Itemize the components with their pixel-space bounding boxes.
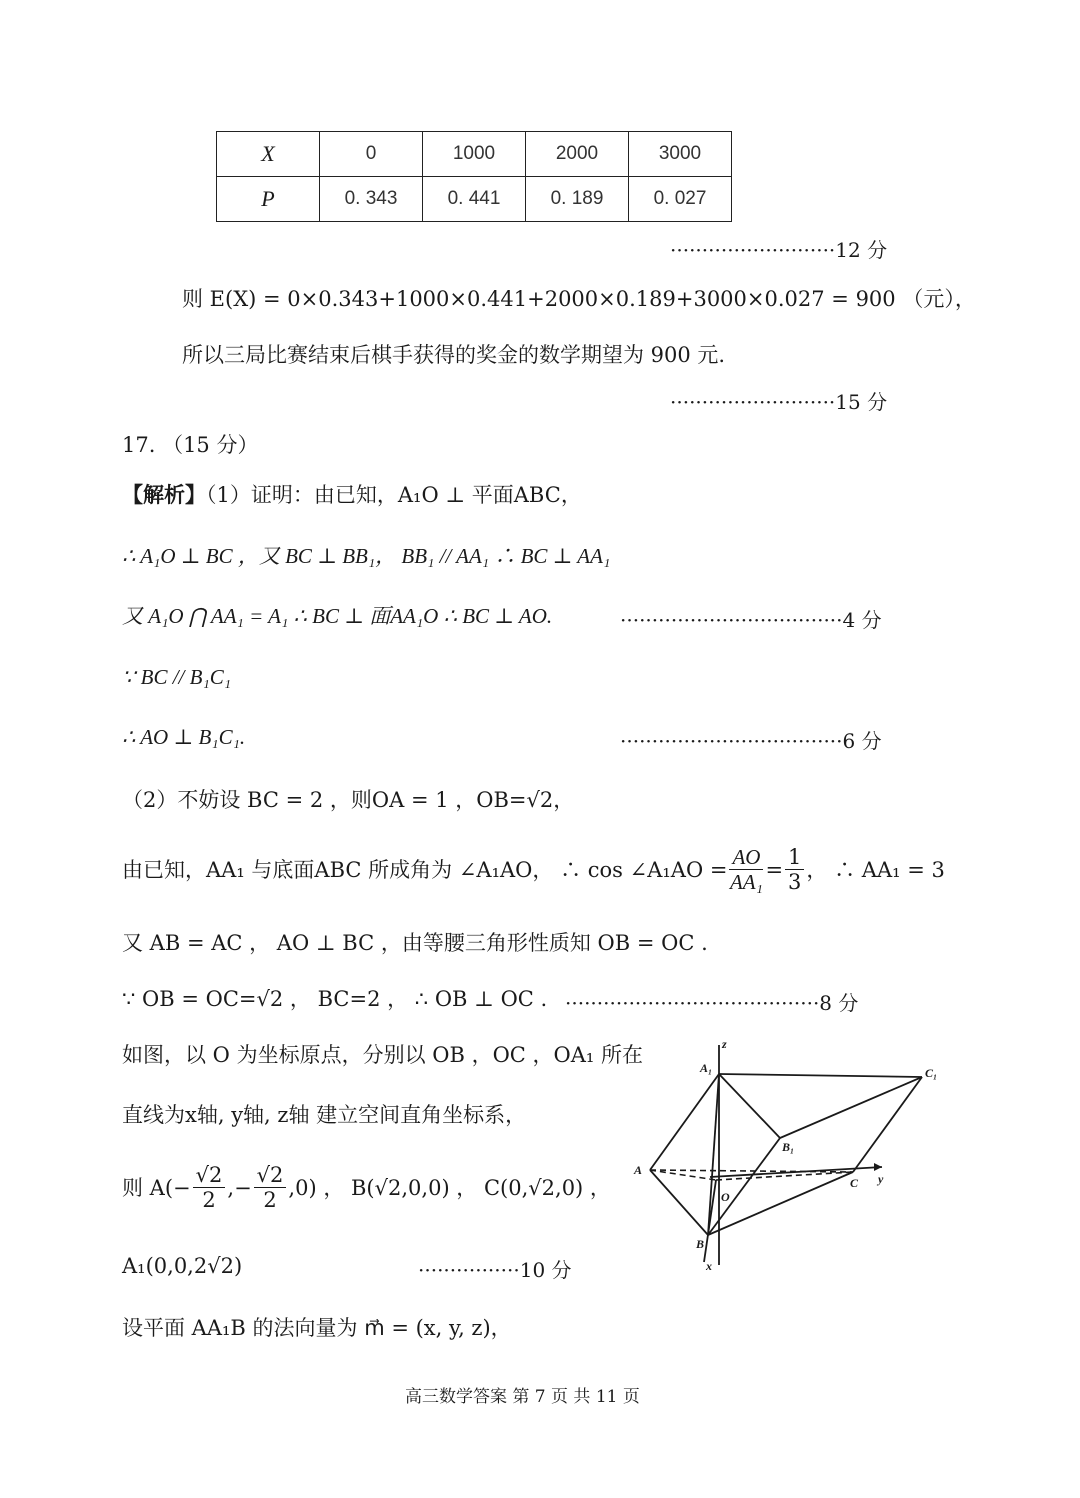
fraction-numerator: √2 [254,1163,287,1188]
label-z: z [722,1037,727,1051]
edge-a1-a [650,1074,719,1170]
edge-a1-c1 [719,1074,922,1077]
edge-a1-b1 [719,1074,780,1138]
table-row [217,132,732,177]
table-cell: 0. 027 [629,177,732,222]
equals-sign: = [765,857,784,882]
label-b1: B₁ [782,1140,795,1154]
fraction-denominator: AA₁ [729,870,763,894]
table-row [217,177,732,222]
solution-part1-intro [122,480,582,510]
coordinates-line [122,1163,611,1212]
table-cell: 1000 [423,132,526,177]
x-axis [704,1180,716,1262]
edge-a-b [650,1170,708,1235]
angle-line [122,845,945,894]
fraction-numerator: AO [729,845,763,870]
table-cell: P [217,177,320,222]
table-cell: 0. 343 [320,177,423,222]
table-cell: 0. 441 [423,177,526,222]
fraction-ao-aa1 [729,845,763,894]
expectation-formula: 则 E(X) = 0×0.343+1000×0.441+2000×0.189+3000×0.027 = 900 （元）， [182,287,976,311]
score-mark-10: ················10 分 [418,1258,572,1282]
solution-part1-text: （1）证明：由已知，A₁O ⊥ 平面ABC， [206,483,582,507]
fraction-denominator: 2 [263,1188,277,1212]
angle-result: ， ∴ AA₁ = 3 [806,857,945,882]
coord-text-b: ,0) ， B(√2,0,0) ， C(0,√2,0) ， [288,1175,611,1200]
prism-figure [620,1030,950,1280]
fraction-denominator: 2 [202,1188,216,1212]
label-b: B [696,1237,705,1251]
score-mark-6: ···································6 分 [620,729,882,753]
hidden-segment-a-o [650,1170,716,1180]
score-mark-12: ··························12 分 [670,238,888,262]
proof-line-1: ∴ A₁O ⊥ BC ，又 BC ⊥ BB₁， BB₁ // AA₁ ∴ BC ⊥ AA₁ [122,544,611,568]
angle-text: 由已知，AA₁ 与底面ABC 所成角为 ∠A₁AO， ∴ cos ∠A₁AO = [122,857,728,882]
perpendicular-line: ∵ OB = OC=√2 ， BC=2 ， ∴ OB ⊥ OC . [122,987,548,1011]
label-x: x [706,1259,712,1273]
distribution-table [216,131,732,222]
fraction-denominator: 3 [788,870,802,894]
solution-tag: 【解析】 [122,482,206,507]
coord-setup-1: 如图，以 O 为坐标原点，分别以 OB ，OC ，OA₁ 所在 [122,1043,643,1067]
fraction-numerator: 1 [785,845,804,870]
y-axis-arrow [874,1163,882,1171]
label-a1: A₁ [700,1061,713,1075]
fraction-numerator: √2 [193,1163,226,1188]
proof-line-3: ∵ BC // B₁C₁ [122,665,232,689]
fraction-sqrt2-over-2 [193,1163,226,1212]
label-o: O [721,1190,730,1204]
score-mark-8: ········································8 分 [565,991,859,1015]
label-a: A [634,1163,643,1177]
proof-line-2: 又 A₁O ⋂ AA₁ = A₁ ∴ BC ⊥ 面AA₁O ∴ BC ⊥ AO. [122,604,553,628]
normal-vector-line: 设平面 AA₁B 的法向量为 m⃗ = (x, y, z)， [122,1316,512,1340]
label-c1: C₁ [925,1066,938,1080]
label-y: y [878,1172,884,1186]
score-mark-15: ··························15 分 [670,390,888,414]
coord-setup-2: 直线为x轴, y轴, z轴 建立空间直角坐标系， [122,1103,527,1127]
fraction-one-third [785,845,804,894]
proof-line-4: ∴ AO ⊥ B₁C₁. [122,725,246,749]
edge-a1-b [708,1074,719,1235]
coord-text-a: 则 A(− [122,1175,191,1200]
isosceles-line: 又 AB = AC ， AO ⊥ BC ，由等腰三角形性质知 OB = OC . [122,931,708,955]
edge-b-c [708,1172,853,1235]
page-footer: 高三数学答案 第 7 页 共 11 页 [405,1387,640,1407]
fraction-sqrt2-over-2 [254,1163,287,1212]
table-cell: 0. 189 [526,177,629,222]
table-cell: X [217,132,320,177]
a1-coordinates: A₁(0,0,2√2) [122,1254,243,1278]
table-cell: 0 [320,132,423,177]
expectation-conclusion: 所以三局比赛结束后棋手获得的奖金的数学期望为 900 元. [182,343,726,367]
question-heading: 17. （15 分） [122,433,259,457]
table-cell: 3000 [629,132,732,177]
score-mark-4: ···································4 分 [620,608,882,632]
table-cell: 2000 [526,132,629,177]
coord-text-mid: ,− [227,1175,252,1200]
label-c: C [850,1176,859,1190]
part2-setup: （2）不妨设 BC = 2 ，则OA = 1 ，OB=√2， [122,788,575,812]
